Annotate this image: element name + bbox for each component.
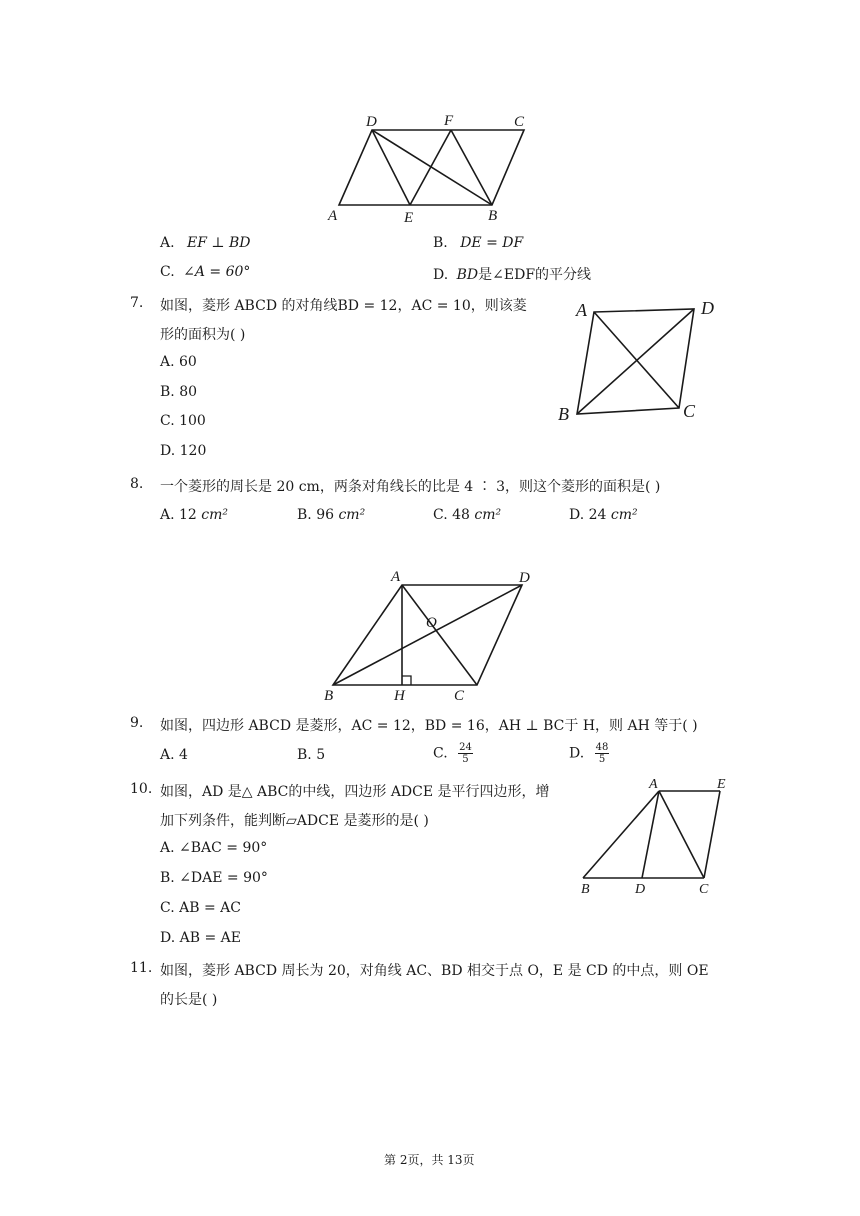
q9-label-B: B (324, 688, 334, 704)
q6-option-d-rest: 是∠EDF的平分线 (478, 267, 592, 283)
q10-stem-line2: 加下列条件，能判断▱ADCE 是菱形的是( ) (160, 813, 429, 829)
q6-segment-FB (451, 130, 492, 205)
q10-segment-AD (642, 791, 659, 878)
q7-option-d: D. 120 (160, 443, 207, 459)
q8-option-d-label: D. 24 (569, 507, 607, 523)
q9-option-d-label: D. (569, 745, 585, 762)
q9-diagonal-AC (402, 585, 477, 685)
q8-option-d-unit: cm² (610, 507, 638, 523)
q7-label-C: C (683, 401, 696, 421)
q6-option-a (160, 235, 251, 251)
q6-option-a-label: A. (160, 235, 175, 251)
q6-option-c-text: ∠A = 60° (183, 264, 251, 280)
q8-option-b (297, 507, 365, 523)
q9-option-d (569, 742, 609, 765)
q6-segment-DB (372, 130, 492, 205)
q9-diagonal-BD (333, 585, 522, 685)
q9-right-angle-mark (402, 676, 411, 685)
q10-option-c: C. AB = AC (160, 900, 241, 916)
q10-segment-AC (659, 791, 704, 878)
q10-segment-EC (704, 791, 720, 878)
q9-label-D: D (519, 570, 530, 586)
q6-label-C: C (514, 114, 525, 130)
q6-option-b-label: B. (433, 235, 448, 251)
q6-option-d-label: D. (433, 267, 449, 283)
q7-label-D: D (701, 298, 714, 318)
q7-option-a: A. 60 (160, 354, 197, 370)
q8-option-a (160, 507, 228, 523)
q10-stem-line1: 如图，AD 是△ ABC的中线，四边形 ADCE 是平行四边形，增 (160, 784, 550, 800)
q9-option-d-numerator: 48 (595, 742, 609, 753)
q8-option-c-label: C. 48 (433, 507, 470, 523)
q6-option-c-label: C. (160, 264, 175, 280)
q6-label-E: E (404, 210, 414, 226)
q9-label-C: C (454, 688, 465, 704)
q9-option-d-denominator: 5 (598, 754, 606, 765)
q7-option-c: C. 100 (160, 413, 206, 429)
q10-label-C: C (699, 882, 709, 897)
q8-option-d (569, 507, 638, 523)
q9-number: 9. (130, 715, 144, 731)
q11-number: 11. (130, 960, 153, 976)
q9-label-O: O (426, 615, 437, 631)
q10-option-b: B. ∠DAE = 90° (160, 870, 268, 886)
q8-option-a-label: A. 12 (160, 507, 197, 523)
q11-stem-line1: 如图，菱形 ABCD 周长为 20，对角线 AC、BD 相交于点 O，E 是 CD 的中点，则 OE (160, 963, 709, 979)
q9-option-c-fraction (458, 742, 473, 765)
q6-label-F: F (444, 113, 454, 129)
q6-option-b (433, 235, 523, 251)
q9-option-a: A. 4 (160, 747, 188, 763)
q6-option-b-text: DE = DF (460, 235, 524, 251)
q7-label-B: B (558, 404, 569, 424)
q7-diagonal-BD (577, 309, 694, 414)
q9-stem: 如图，四边形 ABCD 是菱形，AC = 12，BD = 16，AH ⊥ BC于 H，则 AH 等于( ) (160, 718, 698, 734)
q6-option-a-text: EF ⊥ BD (187, 235, 251, 251)
q7-label-A: A (576, 300, 587, 320)
q7-rhombus-figure (552, 292, 732, 427)
q9-option-c-numerator: 24 (459, 742, 472, 753)
q10-option-a: A. ∠BAC = 90° (160, 840, 268, 856)
q7-number: 7. (130, 295, 144, 311)
q7-stem-line2: 形的面积为( ) (160, 327, 246, 343)
q6-label-D: D (366, 114, 377, 130)
q8-option-b-label: B. 96 (297, 507, 335, 523)
q10-option-d: D. AB = AE (160, 930, 241, 946)
q8-number: 8. (130, 476, 144, 492)
q9-option-d-fraction (595, 742, 610, 765)
q10-label-E: E (717, 777, 726, 792)
q8-stem: 一个菱形的周长是 20 cm，两条对角线长的比是 4 ∶ 3，则这个菱形的面积是( ) (160, 479, 661, 495)
q6-label-A: A (328, 208, 338, 224)
q6-option-d (433, 264, 591, 284)
q7-stem-line1: 如图，菱形 ABCD 的对角线BD = 12，AC = 10，则该菱 (160, 298, 527, 314)
page-footer: 第 2页，共 13页 (384, 1153, 475, 1167)
q9-label-H: H (394, 688, 405, 704)
q6-option-d-math: BD (456, 267, 479, 283)
q9-option-c-denominator: 5 (462, 754, 469, 765)
q6-option-c (160, 264, 250, 280)
q6-label-B: B (488, 208, 498, 224)
q6-parallelogram-figure (320, 108, 540, 228)
q9-label-A: A (391, 569, 401, 585)
q8-option-a-unit: cm² (201, 507, 229, 523)
q10-parallelogram-figure (575, 772, 735, 897)
q10-label-D: D (635, 882, 646, 897)
q10-label-A: A (649, 777, 658, 792)
q10-segment-AB (583, 791, 659, 878)
q8-option-c (433, 507, 501, 523)
q9-rhombus-figure (318, 565, 548, 705)
q11-stem-line2: 的长是( ) (160, 992, 218, 1008)
q10-number: 10. (130, 781, 153, 797)
q9-option-c-label: C. (433, 745, 448, 762)
q8-option-c-unit: cm² (474, 507, 502, 523)
q6-segment-EF (410, 130, 451, 205)
q9-option-b: B. 5 (297, 747, 326, 763)
q7-option-b: B. 80 (160, 384, 198, 400)
q9-option-c (433, 742, 473, 765)
q8-option-b-unit: cm² (338, 507, 366, 523)
q10-label-B: B (581, 882, 590, 897)
